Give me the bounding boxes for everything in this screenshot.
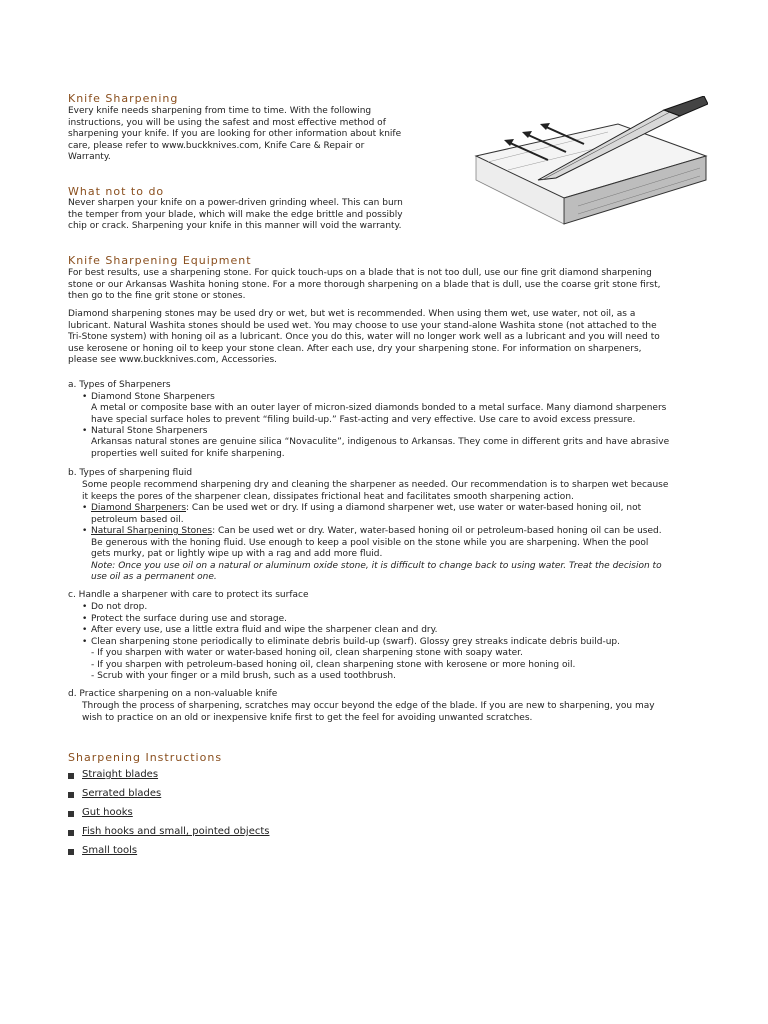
heading-what-not-to-do: What not to do (68, 185, 165, 198)
link-gut-hooks[interactable]: Gut hooks (82, 807, 133, 818)
equipment-paragraph-2: Diamond sharpening stones may be used dry or wet, but wet is recommended. When using them wet, use water, not oil, as a lubricant. Natural Washita stones should be used wet. You may choose to use your stand-alone Washita stone (not attached to the Tri-Stone system) with honing oil as a lubricant. Once you do this, water will no longer work well as a lubricant and you will need to use kerosene or honing oil to keep your stone clean. After each use, dry your sharpening stone. For information on sharpeners, please see www.buckknives.com, Accessories. (68, 309, 660, 365)
heading-sharpening-equipment: Knife Sharpening Equipment (68, 254, 252, 267)
bullet-square-icon (68, 792, 74, 798)
heading-knife-sharpening: Knife Sharpening (68, 92, 179, 105)
bullet-square-icon (68, 773, 74, 779)
equipment-paragraph-1: For best results, use a sharpening stone. For quick touch-ups on a blade that is not too dull, use our fine grit diamond sharpening stone or our Arkansas Washita honing stone. For a more thorough sharpening on a blade that is dull, use the coarse grit stone first, then go to the fine grit stone or stones. (68, 268, 661, 301)
link-small-tools[interactable]: Small tools (82, 845, 138, 856)
section-c-bullets: • Do not drop. • Protect the surface during use and storage. • After every use, use a little extra fluid and wipe the sharpener clean and dry. • Clean sharpening stone periodically to eliminate debris build-up (swarf). Glossy grey streaks indicate debris build-up. - If you sharpen with water or water-based honing oil, clean sharpening stone with soapy water. - If you sharpen with petroleum-based honing oil, clean sharpening stone with kerosene or more honing oil. - Scrub with your finger or a mild brush, such as a used toothbrush. (82, 602, 620, 681)
section-b-bullet-diamond: • Diamond Sharpeners: Can be used wet or dry. If using a diamond sharpener wet, use water or water-based honing oil, not petroleum based oil. (82, 503, 642, 525)
section-b-intro: Some people recommend sharpening dry and cleaning the sharpener as needed. Our recommendation is to sharpen wet because it keeps the pores of the sharpener clean, dissipates frictional heat and facilitates smooth sharpening action. (82, 480, 669, 502)
section-a-bullet-diamond: • Diamond Stone Sharpeners (82, 392, 215, 402)
section-a-heading: a. Types of Sharpeners (68, 380, 171, 390)
knife-on-stone-illustration (468, 96, 708, 236)
what-not-paragraph: Never sharpen your knife on a power-driven grinding wheel. This can burn the temper from your blade, which will make the edge brittle and possibly chip or crack. Sharpening your knife in this manner will void the warranty. (68, 198, 403, 231)
section-c-heading: c. Handle a sharpener with care to protect its surface (68, 590, 309, 600)
section-a-diamond-text: A metal or composite base with an outer layer of micron-sized diamonds bonded to a metal surface. Many diamond sharpeners have special surface holes to prevent “filing build-up.” Fast-acting and very effective. Use care to avoid excess pressure. (91, 403, 667, 425)
intro-paragraph: Every knife needs sharpening from time to time. With the following instructions, you will be using the safest and most effective method of sharpening your knife. If you are looking for other information about knife care, please refer to www.buckknives.com, Knife Care & Repair or Warranty. (68, 106, 402, 162)
heading-sharpening-instructions: Sharpening Instructions (68, 751, 223, 764)
link-fish-hooks[interactable]: Fish hooks and small, pointed objects (82, 826, 270, 837)
section-b-bullet-natural: • Natural Sharpening Stones: Can be used wet or dry. Water, water-based honing oil or petroleum-based honing oil can be used. Be generous with the honing fluid. Use enough to keep a pool visible on the stone while you are sharpening. When the pool gets murky, pat or lightly wipe up with a rag and add more fluid. Note: Once you use oil on a natural or aluminum oxide stone, it is difficult to change back to using water. Treat the decision to use oil as a permanent one. (82, 526, 662, 582)
bullet-square-icon (68, 811, 74, 817)
section-b-heading: b. Types of sharpening fluid (68, 468, 193, 478)
section-d-heading: d. Practice sharpening on a non-valuable knife (68, 689, 278, 699)
section-a-natural-text: Arkansas natural stones are genuine silica “Novaculite”, indigenous to Arkansas. They come in different grits and have abrasive properties well suited for knife sharpening. (91, 437, 670, 459)
link-serrated-blades[interactable]: Serrated blades (82, 788, 162, 799)
link-straight-blades[interactable]: Straight blades (82, 769, 159, 780)
bullet-square-icon (68, 849, 74, 855)
section-d-text: Through the process of sharpening, scratches may occur beyond the edge of the blade. If you are new to sharpening, you may wish to practice on an old or inexpensive knife first to get the feel for avoiding unwanted scratches. (82, 701, 655, 723)
bullet-square-icon (68, 830, 74, 836)
section-a-bullet-natural: • Natural Stone Sharpeners (82, 426, 208, 436)
